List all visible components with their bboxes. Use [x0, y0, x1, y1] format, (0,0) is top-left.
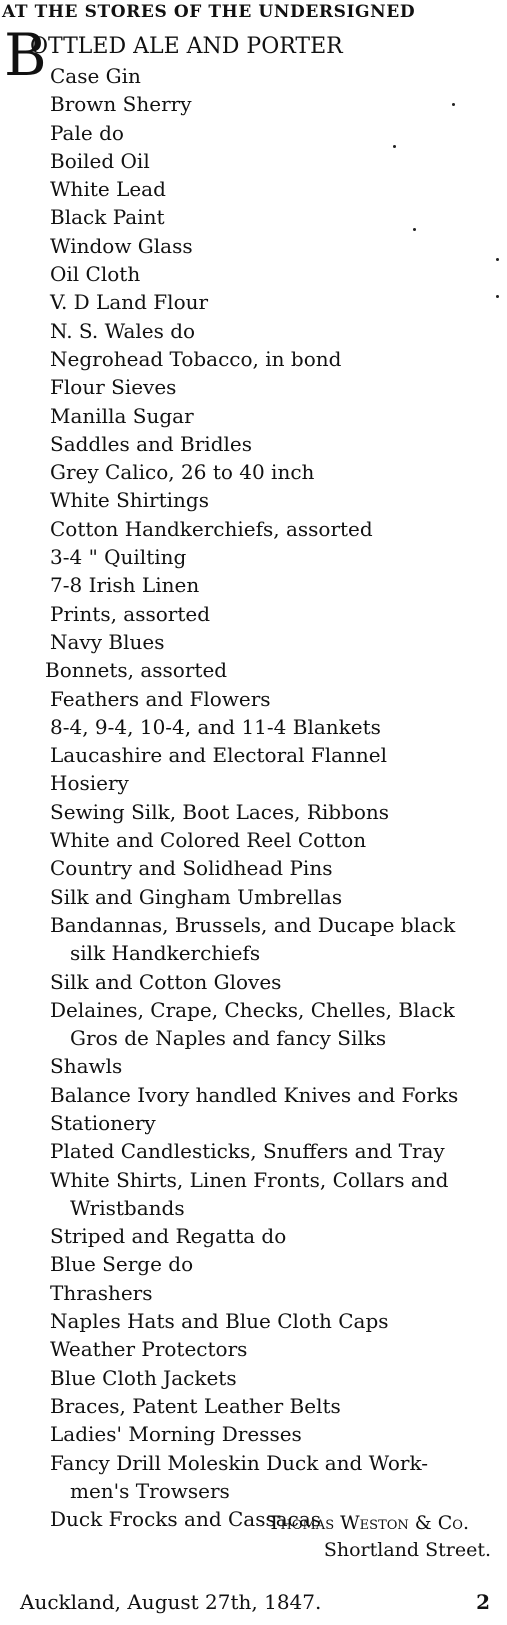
- list-item: Hosiery: [50, 771, 129, 796]
- print-speck: [496, 258, 499, 261]
- list-item: Saddles and Bridles: [50, 431, 253, 456]
- list-item: Blue Serge do: [50, 1252, 194, 1277]
- list-item: Bandannas, Brussels, and Ducape black: [50, 912, 456, 937]
- list-item: Blue Cloth Jackets: [50, 1365, 237, 1390]
- list-item: Prints, assorted: [50, 601, 211, 626]
- print-speck: [413, 228, 416, 231]
- list-item: Brown Sherry: [50, 92, 192, 117]
- header-line: AT THE STORES OF THE UNDERSIGNED: [2, 2, 416, 22]
- list-item: Navy Blues: [50, 629, 165, 654]
- list-item: Feathers and Flowers: [50, 686, 271, 711]
- list-item: Bonnets, assorted: [45, 658, 228, 683]
- print-speck: [452, 103, 455, 106]
- dropcap-letter: B: [4, 21, 47, 89]
- list-item: Stationery: [50, 1110, 156, 1135]
- list-item-continuation: silk Handkerchiefs: [70, 941, 261, 966]
- list-item: Laucashire and Electoral Flannel: [50, 743, 388, 768]
- list-item: Boiled Oil: [50, 148, 150, 173]
- list-item-continuation: Wristbands: [70, 1195, 185, 1220]
- list-item: Silk and Cotton Gloves: [50, 969, 282, 994]
- list-item: Silk and Gingham Umbrellas: [50, 884, 343, 909]
- insertion-number: 2: [476, 1590, 490, 1614]
- list-item: Country and Solidhead Pins: [50, 856, 333, 881]
- list-item-continuation: Gros de Naples and fancy Silks: [70, 1026, 387, 1051]
- list-item: N. S. Wales do: [50, 318, 196, 343]
- list-item-continuation: men's Trowsers: [70, 1478, 230, 1503]
- footer-line: [20, 1590, 490, 1614]
- list-item: Balance Ivory handled Knives and Forks: [50, 1082, 459, 1107]
- list-item: Shawls: [50, 1054, 123, 1079]
- list-item: Naples Hats and Blue Cloth Caps: [50, 1309, 389, 1334]
- list-item: White Shirts, Linen Fronts, Collars and: [50, 1167, 449, 1192]
- list-item: Grey Calico, 26 to 40 inch: [50, 460, 315, 485]
- merchant-street: Shortland Street.: [323, 1539, 491, 1561]
- list-item: Braces, Patent Leather Belts: [50, 1393, 341, 1418]
- list-item: Thrashers: [50, 1280, 153, 1305]
- list-item: White Shirtings: [50, 488, 209, 513]
- merchant-name: Thomas Weston & Co.: [267, 1512, 469, 1534]
- list-item: Cotton Handkerchiefs, assorted: [50, 516, 373, 541]
- list-item: Weather Protectors: [50, 1337, 248, 1362]
- list-item: Flour Sieves: [50, 375, 177, 400]
- signature-block: [268, 1510, 491, 1564]
- print-speck: [496, 295, 499, 298]
- goods-list: [45, 62, 500, 1533]
- list-item: White Lead: [50, 177, 166, 202]
- list-item: V. D Land Flour: [50, 290, 209, 315]
- list-item: Striped and Regatta do: [50, 1224, 287, 1249]
- list-item: White and Colored Reel Cotton: [50, 828, 367, 853]
- list-item: Window Glass: [50, 233, 193, 258]
- list-item: Duck Frocks and Cassacas: [50, 1507, 322, 1532]
- list-item: Negrohead Tobacco, in bond: [50, 346, 342, 371]
- list-item: Black Paint: [50, 205, 165, 230]
- list-item: Fancy Drill Moleskin Duck and Work-: [50, 1450, 428, 1475]
- print-speck: [393, 145, 396, 148]
- list-item: Manilla Sugar: [50, 403, 194, 428]
- list-item: Oil Cloth: [50, 262, 141, 287]
- list-item: Plated Candlesticks, Snuffers and Tray: [50, 1139, 445, 1164]
- list-item: Pale do: [50, 120, 124, 145]
- title-heading: OTTLED ALE AND PORTER: [30, 34, 343, 59]
- list-item: 7-8 Irish Linen: [50, 573, 200, 598]
- list-item: Ladies' Morning Dresses: [50, 1422, 302, 1447]
- list-item: 8-4, 9-4, 10-4, and 11-4 Blankets: [50, 714, 381, 739]
- list-item: 3-4 " Quilting: [50, 545, 187, 570]
- list-item: Case Gin: [50, 64, 141, 88]
- list-item: Sewing Silk, Boot Laces, Ribbons: [50, 799, 390, 824]
- list-item: Delaines, Crape, Checks, Chelles, Black: [50, 997, 455, 1022]
- place-date: Auckland, August 27th, 1847.: [20, 1590, 322, 1614]
